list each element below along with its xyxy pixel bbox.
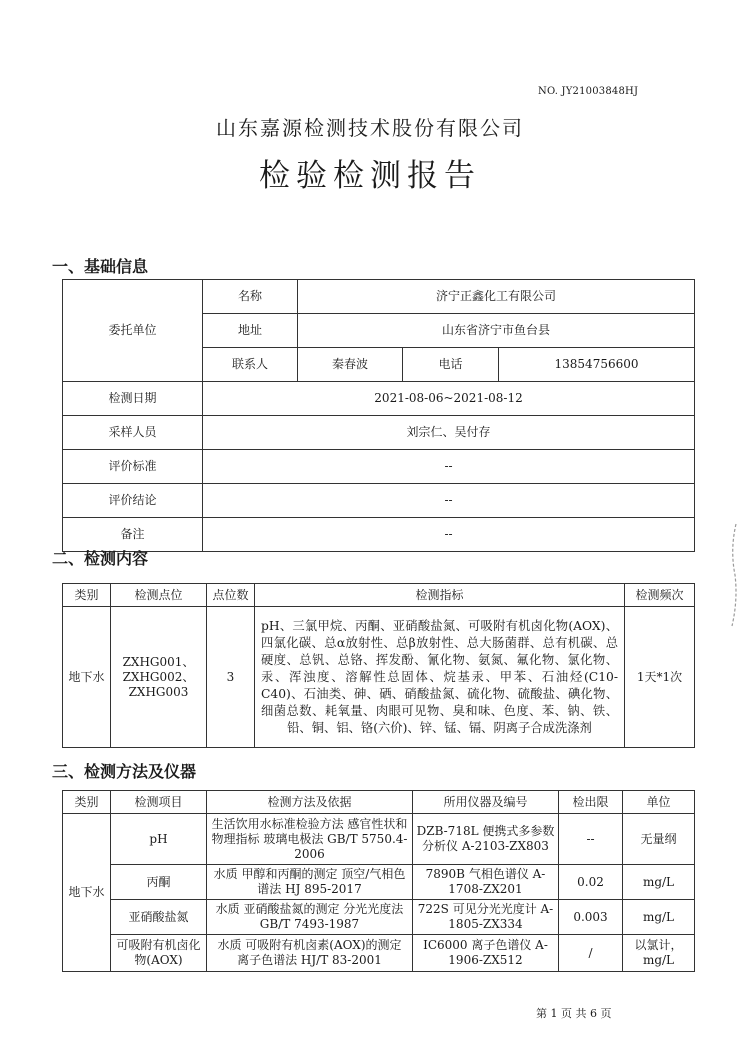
contact-label: 联系人 [203,348,298,382]
method-row-item: 亚硝酸盐氮 [111,900,207,935]
header-category: 类别 [63,791,111,814]
content-indicators: pH、三氯甲烷、丙酮、亚硝酸盐氮、可吸附有机卤化物(AOX)、四氯化碳、总α放射性、总β放射性、总大肠菌群、总有机碳、总硬度、总钒、总铬、挥发酚、氰化物、氨氮、氟化物、氯化物、汞、浑浊度、溶解性总固体、烷基汞、甲苯、石油烃(C10-C40)、石油类、砷、硒、硝酸盐氮、硫化物、硫酸盐、碘化物、细菌总数、耗氧量、肉眼可见物、臭和味、色度、苯、钠、铁、铅、铜、铝、铬(六价)、锌、锰、镉、阴离子合成洗涤剂 [255,607,625,748]
page-number: 第 1 页 共 6 页 [536,1007,612,1020]
method-row-instrument: 7890B 气相色谱仪 A-1708-ZX201 [413,865,559,900]
header-item: 检测项目 [111,791,207,814]
method-row-limit: 0.02 [559,865,623,900]
phone-label: 电话 [403,348,499,382]
remark-value: -- [203,518,695,552]
content-points [111,607,207,748]
header-frequency: 检测频次 [625,584,695,607]
standard-value: -- [203,450,695,484]
method-row-limit: / [559,935,623,972]
client-label: 委托单位 [63,280,203,382]
point-1: ZXHG001、 [122,654,195,669]
sampler-value: 刘宗仁、吴付存 [203,416,695,450]
method-row-method: 水质 亚硝酸盐氮的测定 分光光度法 GB/T 7493-1987 [207,900,413,935]
basic-info-table [62,279,695,552]
conclusion-value: -- [203,484,695,518]
seal-edge-mark [726,520,740,630]
method-row-instrument: DZB-718L 便携式多参数分析仪 A-2103-ZX803 [413,814,559,865]
conclusion-label: 评价结论 [63,484,203,518]
address-label: 地址 [203,314,298,348]
method-row-method: 生活饮用水标准检验方法 感官性状和物理指标 玻璃电极法 GB/T 5750.4-2006 [207,814,413,865]
header-unit: 单位 [623,791,695,814]
header-category: 类别 [63,584,111,607]
content-category: 地下水 [63,607,111,748]
method-row-unit: 无量纲 [623,814,695,865]
content-point-count: 3 [207,607,255,748]
date-value: 2021-08-06~2021-08-12 [203,382,695,416]
method-row-method: 水质 可吸附有机卤素(AOX)的测定 离子色谱法 HJ/T 83-2001 [207,935,413,972]
method-row-unit: mg/L [623,865,695,900]
content-frequency: 1天*1次 [625,607,695,748]
method-row-instrument: 722S 可见分光光度计 A-1805-ZX334 [413,900,559,935]
detection-content-table [62,583,695,748]
standard-label: 评价标准 [63,450,203,484]
remark-label: 备注 [63,518,203,552]
section-content-title: 二、检测内容 [52,549,149,568]
method-row-unit: mg/L [623,900,695,935]
section-basic-info-title: 一、基础信息 [52,257,149,276]
report-title: 检验检测报告 [259,158,481,194]
header-method: 检测方法及依据 [207,791,413,814]
header-indicators: 检测指标 [255,584,625,607]
methods-category: 地下水 [63,814,111,972]
address-value: 山东省济宁市鱼台县 [298,314,695,348]
point-3: ZXHG003 [128,684,189,699]
document-number: NO. JY21003848HJ [538,86,639,97]
header-limit: 检出限 [559,791,623,814]
header-point-count: 点位数 [207,584,255,607]
method-row-item: 可吸附有机卤化物(AOX) [111,935,207,972]
methods-table [62,790,695,972]
sampler-label: 采样人员 [63,416,203,450]
phone-value: 13854756600 [499,348,695,382]
method-row-limit: 0.003 [559,900,623,935]
header-instrument: 所用仪器及编号 [413,791,559,814]
name-value: 济宁正鑫化工有限公司 [298,280,695,314]
company-name: 山东嘉源检测技术股份有限公司 [216,116,524,140]
section-methods-title: 三、检测方法及仪器 [52,762,197,781]
header-points: 检测点位 [111,584,207,607]
contact-value: 秦春波 [298,348,403,382]
point-2: ZXHG002、 [122,669,195,684]
name-label: 名称 [203,280,298,314]
method-row-limit: -- [559,814,623,865]
method-row-method: 水质 甲醇和丙酮的测定 顶空/气相色谱法 HJ 895-2017 [207,865,413,900]
method-row-unit: 以氯计，mg/L [623,935,695,972]
method-row-instrument: IC6000 离子色谱仪 A-1906-ZX512 [413,935,559,972]
date-label: 检测日期 [63,382,203,416]
method-row-item: pH [111,814,207,865]
method-row-item: 丙酮 [111,865,207,900]
